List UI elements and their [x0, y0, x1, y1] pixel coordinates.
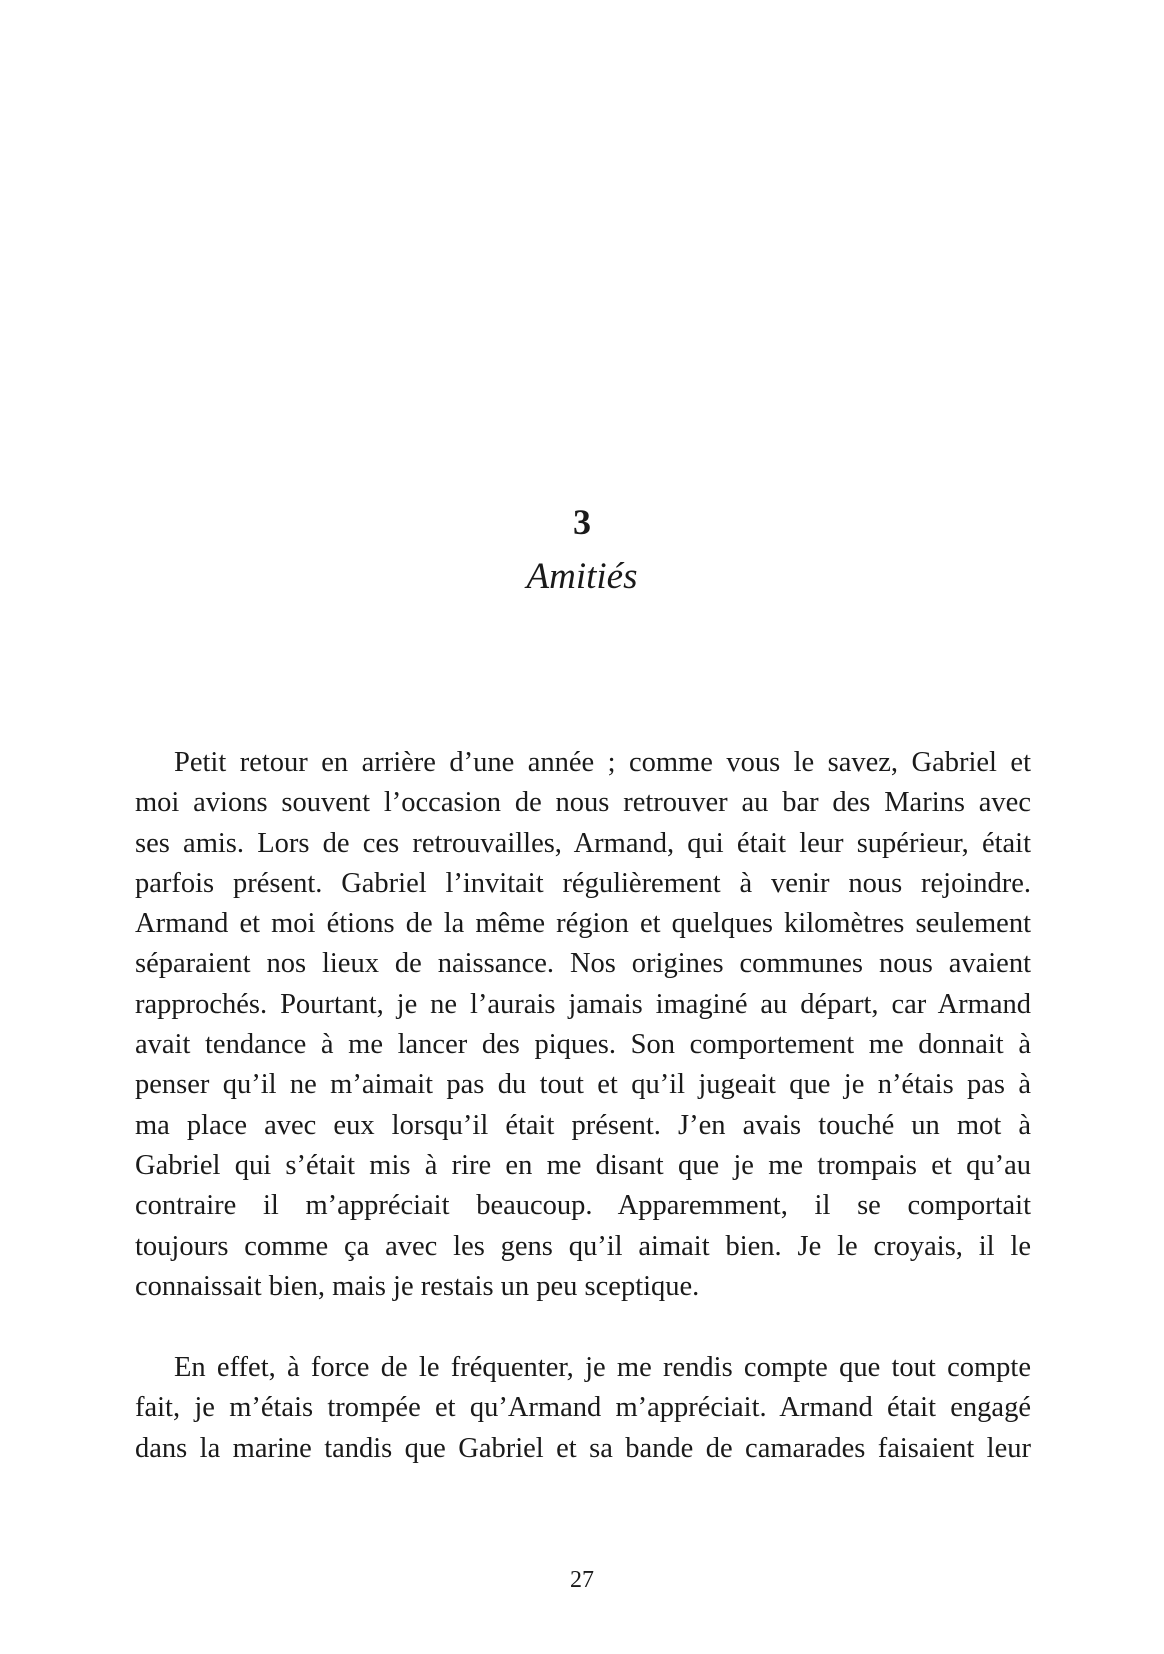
paragraph-line: séparaient nos lieux de naissance. Nos origines communes nous avaient [135, 948, 1031, 980]
paragraph-line: rapprochés. Pourtant, je ne l’aurais jamais imaginé au départ, car Armand [135, 988, 1031, 1020]
paragraph-line: ma place avec eux lorsqu’il était présent. J’en avais touché un mot à [135, 1109, 1031, 1141]
paragraph-line: ses amis. Lors de ces retrouvailles, Armand, qui était leur supérieur, était [135, 827, 1031, 859]
paragraph-1 [135, 743, 1031, 1307]
paragraph-line: Gabriel qui s’était mis à rire en me disant que je me trompais et qu’au [135, 1149, 1031, 1181]
paragraph-line: Petit retour en arrière d’une année ; comme vous le savez, Gabriel et [174, 747, 1031, 778]
paragraph-2 [135, 1348, 1031, 1469]
chapter-number: 3 [573, 502, 591, 542]
page-number: 27 [570, 1567, 594, 1593]
paragraph-line: avait tendance à me lancer des piques. Son comportement me donnait à [135, 1029, 1031, 1061]
paragraph-line: penser qu’il ne m’aimait pas du tout et qu’il jugeait que je n’étais pas à [135, 1069, 1031, 1101]
paragraph-line: parfois présent. Gabriel l’invitait régulièrement à venir nous rejoindre. [135, 867, 1031, 899]
paragraph-line: connaissait bien, mais je restais un peu sceptique. [135, 1270, 700, 1302]
paragraph-line: toujours comme ça avec les gens qu’il aimait bien. Je le croyais, il le [135, 1230, 1031, 1262]
paragraph-line: contraire il m’appréciait beaucoup. Apparemment, il se comportait [135, 1190, 1031, 1222]
paragraph-line: En effet, à force de le fréquenter, je me rendis compte que tout compte [174, 1352, 1031, 1383]
paragraph-line: Armand et moi étions de la même région et quelques kilomètres seulement [135, 908, 1031, 940]
paragraph-line: moi avions souvent l’occasion de nous retrouver au bar des Marins avec [135, 787, 1031, 819]
paragraph-line: fait, je m’étais trompée et qu’Armand m’appréciait. Armand était engagé [135, 1392, 1031, 1424]
paragraph-line: dans la marine tandis que Gabriel et sa bande de camarades faisaient leur [135, 1432, 1031, 1464]
chapter-title: Amitiés [526, 556, 638, 597]
